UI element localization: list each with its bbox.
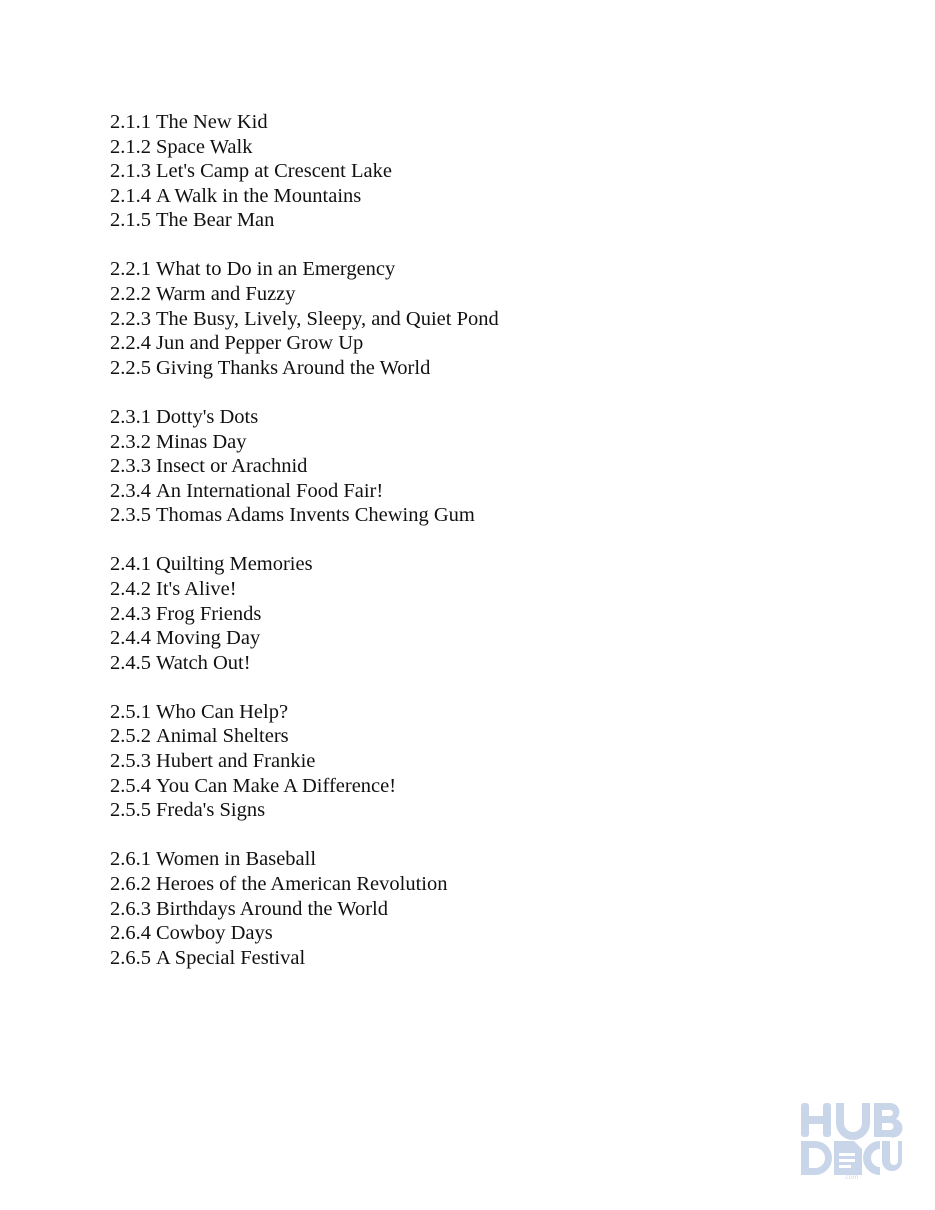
toc-entry-number: 2.4.5	[110, 651, 151, 674]
toc-entry-number: 2.2.5	[110, 356, 151, 379]
toc-section	[110, 700, 810, 823]
toc-entry-title: Giving Thanks Around the World	[156, 356, 431, 379]
toc-entry-number: 2.6.4	[110, 922, 151, 945]
toc-entry-number: 2.1.1	[110, 111, 151, 133]
toc-entry-number: 2.6.5	[110, 946, 151, 969]
toc-entry	[110, 405, 810, 430]
toc-entry	[110, 257, 810, 282]
toc-entry-title: Insect or Arachnid	[156, 455, 308, 478]
toc-entry	[110, 430, 810, 455]
toc-entry	[110, 700, 810, 725]
toc-entry	[110, 872, 810, 897]
toc-entry-number: 2.4.1	[110, 553, 151, 576]
toc-entry	[110, 651, 810, 676]
toc-entry-number: 2.4.3	[110, 602, 151, 625]
toc-entry-title: Who Can Help?	[156, 700, 289, 723]
toc-entry-title: Jun and Pepper Grow Up	[156, 332, 364, 355]
toc-entry	[110, 897, 810, 922]
toc-entry-number: 2.4.2	[110, 578, 151, 600]
toc-entry-number: 2.1.3	[110, 160, 151, 183]
toc-entry	[110, 356, 810, 381]
toc-entry-number: 2.2.3	[110, 307, 151, 330]
toc-entry-number: 2.6.3	[110, 897, 151, 920]
toc-entry-number: 2.1.4	[110, 184, 151, 207]
toc-entry-number: 2.2.1	[110, 258, 151, 281]
toc-entry	[110, 110, 810, 135]
toc-entry	[110, 946, 810, 971]
toc-entry-title: An International Food Fair!	[156, 479, 384, 502]
toc-entry	[110, 331, 810, 356]
toc-section	[110, 847, 810, 970]
toc-entry-title: Heroes of the American Revolution	[156, 872, 448, 895]
toc-entry-number: 2.2.2	[110, 283, 151, 306]
toc-entry	[110, 159, 810, 184]
hubdocu-watermark-logo	[798, 1100, 904, 1180]
toc-entry	[110, 749, 810, 774]
toc-entry-title: Cowboy Days	[156, 922, 273, 945]
toc-entry-number: 2.5.3	[110, 750, 151, 773]
toc-entry-title: Frog Friends	[156, 602, 262, 625]
toc-entry	[110, 921, 810, 946]
toc-entry-title: Quilting Memories	[156, 553, 313, 576]
toc-entry	[110, 798, 810, 823]
toc-entry	[110, 282, 810, 307]
toc-entry-title: Hubert and Frankie	[156, 750, 316, 773]
toc-entry-number: 2.3.4	[110, 479, 151, 502]
toc-entry-number: 2.5.4	[110, 774, 151, 797]
toc-entry-number: 2.3.5	[110, 504, 151, 527]
toc-entry	[110, 724, 810, 749]
toc-entry-number: 2.5.2	[110, 725, 151, 748]
watermark-suffix: .com	[843, 1174, 859, 1180]
toc-entry-title: Thomas Adams Invents Chewing Gum	[156, 504, 475, 527]
toc-entry-number: 2.4.4	[110, 627, 151, 650]
toc-entry-number: 2.3.3	[110, 455, 151, 478]
toc-entry-title: Freda's Signs	[156, 799, 266, 822]
toc-entry-number: 2.2.4	[110, 332, 151, 355]
toc-entry	[110, 184, 810, 209]
toc-entry-number: 2.6.1	[110, 848, 151, 871]
toc-entry	[110, 774, 810, 799]
toc-entry	[110, 577, 810, 602]
toc-section	[110, 405, 810, 528]
toc-entry-number: 2.3.1	[110, 405, 151, 428]
toc-entry	[110, 847, 810, 872]
toc-entry-title: Watch Out!	[156, 651, 251, 674]
toc-entry-title: Space Walk	[156, 135, 253, 158]
toc-entry-number: 2.3.2	[110, 430, 151, 453]
toc-entry	[110, 602, 810, 627]
toc-entry-title: A Special Festival	[156, 946, 306, 969]
toc-entry	[110, 503, 810, 528]
toc-entry-title: Warm and Fuzzy	[156, 283, 296, 306]
toc-entry	[110, 454, 810, 479]
toc-entry-title: You Can Make A Difference!	[156, 774, 397, 797]
toc-entry-title: Women in Baseball	[156, 848, 317, 871]
toc-entry-number: 2.6.2	[110, 872, 151, 895]
toc-entry	[110, 479, 810, 504]
toc-entry-title: Animal Shelters	[156, 725, 289, 748]
toc-section	[110, 257, 810, 380]
toc-entry-title: It's Alive!	[156, 578, 237, 600]
toc-entry-title: The Busy, Lively, Sleepy, and Quiet Pond	[156, 307, 499, 330]
toc-entry	[110, 552, 810, 577]
toc-entry-title: Birthdays Around the World	[156, 897, 388, 920]
toc-entry-number: 2.1.2	[110, 135, 151, 158]
toc-entry-title: Moving Day	[156, 627, 261, 650]
toc-entry-title: Minas Day	[156, 430, 247, 453]
toc-entry	[110, 307, 810, 332]
toc-entry-title: What to Do in an Emergency	[156, 258, 396, 281]
table-of-contents	[110, 110, 810, 995]
toc-entry-number: 2.5.5	[110, 799, 151, 822]
toc-entry	[110, 626, 810, 651]
toc-entry-title: The New Kid	[156, 111, 268, 133]
toc-entry-title: A Walk in the Mountains	[156, 184, 362, 207]
toc-entry-number: 2.1.5	[110, 209, 151, 232]
toc-section	[110, 110, 810, 233]
toc-section	[110, 552, 810, 675]
toc-entry	[110, 208, 810, 233]
toc-entry-number: 2.5.1	[110, 700, 151, 723]
toc-entry-title: Dotty's Dots	[156, 405, 259, 428]
toc-entry-title: Let's Camp at Crescent Lake	[156, 160, 392, 183]
toc-entry-title: The Bear Man	[156, 209, 275, 232]
toc-entry	[110, 135, 810, 160]
